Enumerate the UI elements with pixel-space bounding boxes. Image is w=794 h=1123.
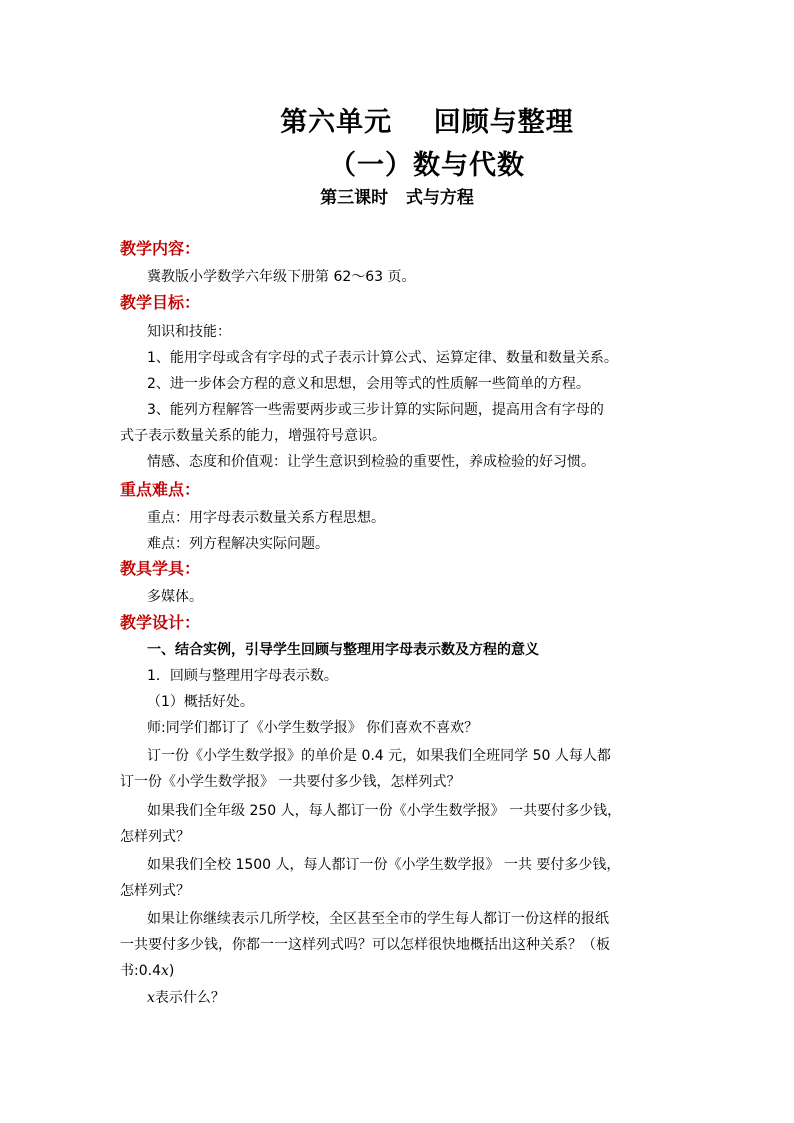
key-point: 重点：用字母表示数量关系方程思想。 bbox=[147, 510, 385, 526]
design-line: 怎样列式？ bbox=[120, 829, 190, 845]
section-title: （一）数与代数 bbox=[329, 150, 525, 181]
tools-heading: 教具学具： bbox=[120, 559, 201, 578]
key-point: 难点：列方程解决实际问题。 bbox=[147, 536, 329, 552]
goal-line: 情感、态度和价值观：让学生意识到检验的重要性，养成检验的好习惯。 bbox=[147, 454, 595, 470]
design-line: 如果我们全年级 250 人，每人都订一份《小学生数学报》 一共要付多少钱， bbox=[147, 803, 622, 819]
design-line: 如果让你继续表示几所学校，全区甚至全市的学生每人都订一份这样的报纸 bbox=[147, 911, 609, 927]
unit-title: 第六单元 回顾与整理 bbox=[280, 107, 574, 138]
goals-heading: 教学目标： bbox=[120, 293, 201, 312]
design-line bbox=[120, 961, 680, 981]
design-line: 一共要付多少钱，你都一一这样列式吗？可以怎样很快地概括出这种关系？（板 bbox=[120, 937, 610, 953]
design-line: 怎样列式？ bbox=[120, 883, 190, 899]
design-line: 如果我们全校 1500 人，每人都订一份《小学生数学报》 一共 要付多少钱， bbox=[147, 857, 621, 873]
design-line bbox=[147, 988, 707, 1008]
design-heading: 教学设计： bbox=[120, 613, 201, 632]
content-heading: 教学内容： bbox=[120, 239, 201, 258]
question-text: 表示什么？ bbox=[154, 990, 225, 1006]
goal-line: 知识和技能： bbox=[147, 324, 231, 340]
board-close: ) bbox=[168, 963, 175, 979]
board-text: 书:0.4 bbox=[120, 963, 161, 979]
design-line: 1．回顾与整理用字母表示数。 bbox=[147, 668, 338, 684]
variable-x: x bbox=[160, 963, 169, 979]
goal-line: 2、进一步体会方程的意义和思想，会用等式的性质解一些简单的方程。 bbox=[147, 376, 590, 392]
goal-line: 式子表示数量关系的能力，增强符号意识。 bbox=[120, 428, 386, 444]
content-text: 冀教版小学数学六年级下册第 62～63 页。 bbox=[147, 269, 416, 285]
goal-line: 1、能用字母或含有字母的式子表示计算公式、运算定律、数量和数量关系。 bbox=[147, 350, 618, 366]
lesson-title: 第三课时 式与方程 bbox=[320, 188, 474, 208]
design-line: （1）概括好处。 bbox=[147, 694, 254, 710]
tools-text: 多媒体。 bbox=[147, 589, 203, 605]
goal-line: 3、能列方程解答一些需要两步或三步计算的实际问题，提高用含有字母的 bbox=[147, 402, 604, 418]
design-line: 订一份《小学生数学报》 一共要付多少钱，怎样列式？ bbox=[120, 774, 461, 790]
design-subheading: 一、结合实例，引导学生回顾与整理用字母表示数及方程的意义 bbox=[147, 642, 539, 658]
design-line: 师:同学们都订了《小学生数学报》 你们喜欢不喜欢？ bbox=[147, 720, 479, 736]
design-line: 订一份《小学生数学报》的单价是 0.4 元，如果我们全班同学 50 人每人都 bbox=[147, 748, 611, 764]
key-heading: 重点难点： bbox=[120, 480, 201, 499]
variable-x: x bbox=[147, 990, 155, 1006]
